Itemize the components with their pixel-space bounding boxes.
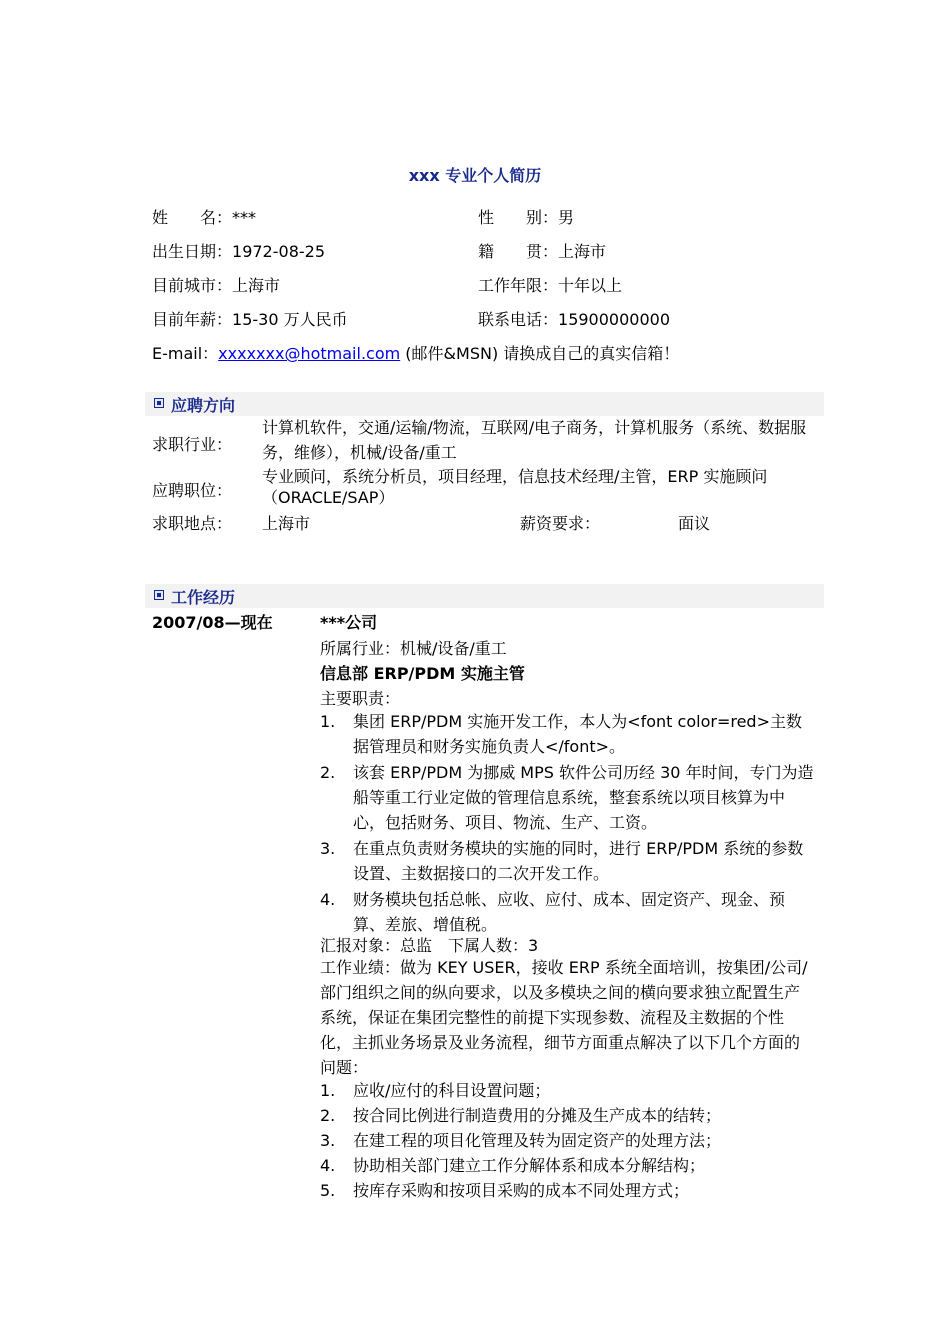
position-value: 专业顾问，系统分析员，项目经理，信息技术经理/主管，ERP 实施顾问（ORACLE/SAP）	[262, 467, 768, 507]
birth-value: 1972-08-25	[232, 242, 325, 261]
years-label: 工作年限：	[478, 276, 559, 295]
section-bullet-icon	[154, 398, 164, 408]
city-label: 目前城市：	[152, 276, 233, 295]
name-value: ***	[232, 208, 257, 227]
duties-label: 主要职责：	[320, 689, 401, 708]
gender-row	[478, 205, 574, 228]
list-item	[320, 836, 815, 886]
list-number: 5.	[320, 1181, 336, 1200]
job-intent-section-title: 应聘方向	[171, 396, 236, 415]
experience-section-header	[145, 584, 824, 608]
years-row	[478, 273, 622, 296]
list-text: 在建工程的项目化管理及转为固定资产的处理方法；	[353, 1131, 722, 1150]
years-value: 十年以上	[558, 276, 623, 295]
issues-list	[320, 1078, 815, 1203]
phone-row	[478, 307, 670, 330]
resume-title: xxx 专业个人简历	[408, 166, 542, 185]
salary-row	[152, 307, 348, 330]
list-text: 按合同比例进行制造费用的分摊及生产成本的结转；	[353, 1106, 722, 1125]
birth-row	[152, 239, 325, 262]
native-label: 籍 贯：	[478, 242, 559, 261]
gender-label: 性 别：	[478, 208, 559, 227]
salary-label: 目前年薪：	[152, 310, 233, 329]
gender-value: 男	[558, 208, 575, 227]
list-number: 1.	[320, 712, 336, 731]
list-text: 应收/应付的科目设置问题；	[353, 1081, 551, 1100]
name-label: 姓 名：	[152, 208, 233, 227]
list-item	[320, 1078, 815, 1103]
birth-label: 出生日期：	[152, 242, 233, 261]
experience-period: 2007/08—现在	[152, 613, 273, 632]
dept-title: 信息部 ERP/PDM 实施主管	[320, 664, 525, 683]
email-note: (邮件&MSN) 请换成自己的真实信箱！	[400, 344, 680, 363]
duties-list	[320, 709, 815, 937]
list-number: 1.	[320, 1081, 336, 1100]
list-text: 集团 ERP/PDM 实施开发工作，本人为<font color=red>主数据管理员和财务实施负责人</font>。	[353, 712, 802, 756]
location-value: 上海市	[262, 514, 311, 533]
list-item	[320, 1153, 815, 1178]
section-bullet-icon	[154, 590, 164, 600]
position-label: 应聘职位：	[152, 481, 233, 500]
list-number: 2.	[320, 1106, 336, 1125]
list-item	[320, 887, 815, 937]
industry-label: 求职行业：	[152, 435, 233, 454]
company-industry: 所属行业：机械/设备/重工	[320, 639, 507, 658]
list-number: 4.	[320, 890, 336, 909]
phone-value: 15900000000	[558, 310, 670, 329]
city-value: 上海市	[232, 276, 281, 295]
list-item	[320, 709, 815, 759]
company-name: ***公司	[320, 613, 378, 632]
email-link[interactable]: xxxxxxx@hotmail.com	[218, 344, 401, 363]
industry-value: 计算机软件，交通/运输/物流，互联网/电子商务，计算机服务（系统、数据服务，维修），机械/设备/重工	[262, 418, 807, 462]
report-line: 汇报对象：总监 下属人数：3	[320, 936, 539, 955]
email-label: E-mail：	[152, 344, 219, 363]
city-row	[152, 273, 280, 296]
list-number: 3.	[320, 1131, 336, 1150]
salary-req-label: 薪资要求：	[520, 514, 601, 533]
list-text: 财务模块包括总帐、应收、应付、成本、固定资产、现金、预算、差旅、增值税。	[353, 890, 786, 934]
list-item	[320, 1103, 815, 1128]
experience-section-title: 工作经历	[171, 588, 236, 607]
salary-value: 15-30 万人民币	[232, 310, 348, 329]
list-text: 在重点负责财务模块的实施的同时，进行 ERP/PDM 系统的参数设置、主数据接口的二次开发工作。	[353, 839, 804, 883]
native-value: 上海市	[558, 242, 607, 261]
list-item	[320, 1128, 815, 1153]
native-row	[478, 239, 606, 262]
list-text: 协助相关部门建立工作分解体系和成本分解结构；	[353, 1156, 706, 1175]
job-intent-section-header	[145, 392, 824, 416]
name-row	[152, 205, 256, 228]
email-row	[152, 341, 679, 364]
salary-req-value: 面议	[678, 514, 711, 533]
location-label: 求职地点：	[152, 514, 233, 533]
list-number: 4.	[320, 1156, 336, 1175]
phone-label: 联系电话：	[478, 310, 559, 329]
list-text: 该套 ERP/PDM 为挪威 MPS 软件公司历经 30 年时间，专门为造船等重工行业定做的管理信息系统，整套系统以项目核算为中心，包括财务、项目、物流、生产、工资。	[353, 763, 814, 832]
list-item	[320, 760, 815, 835]
list-number: 2.	[320, 763, 336, 782]
achievement-text: 工作业绩：做为 KEY USER，接收 ERP 系统全面培训，按集团/公司/部门组织之间的纵向要求，以及多模块之间的横向要求独立配置生产系统，保证在集团完整性的前提下实现参数、流程及主数据的个性化，主抓业务场景及业务流程，细节方面重点解决了以下几个方面的问题：	[320, 958, 808, 1077]
list-number: 3.	[320, 839, 336, 858]
list-text: 按库存采购和按项目采购的成本不同处理方式；	[353, 1181, 690, 1200]
list-item	[320, 1178, 815, 1203]
